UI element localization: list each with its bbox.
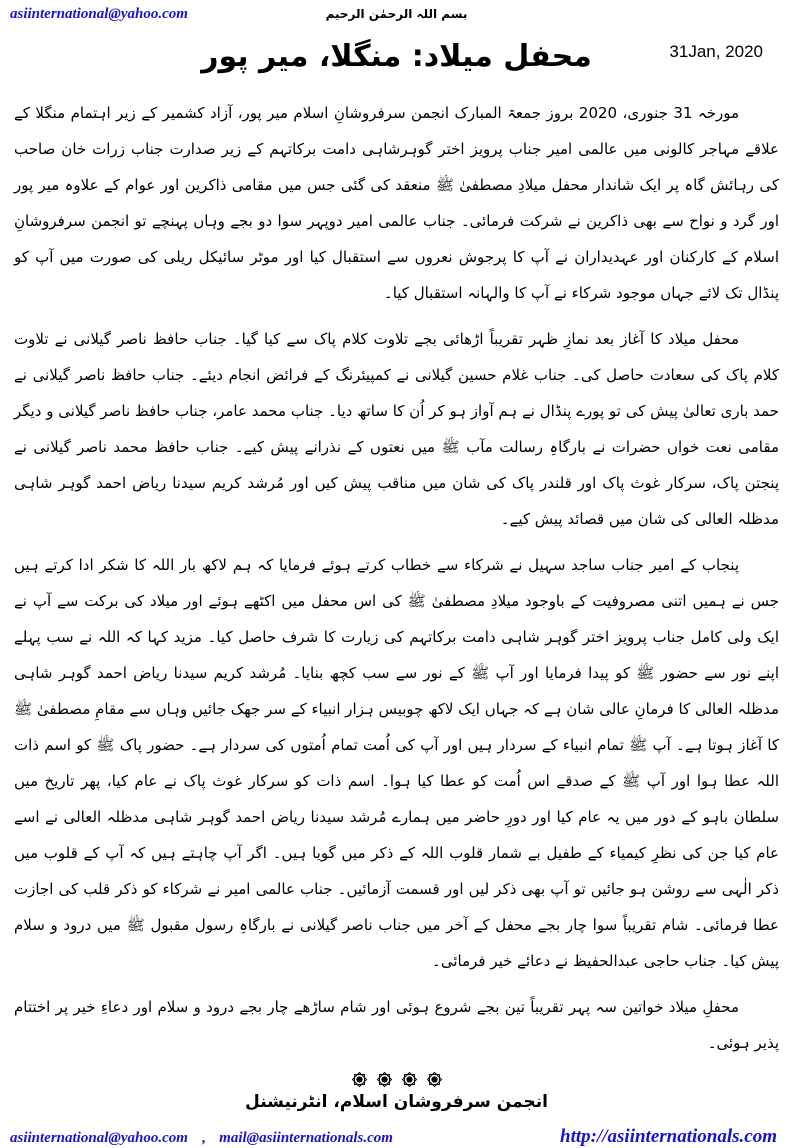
footer-email-primary-link[interactable]: asiinternational@yahoo.com [10,1130,188,1146]
page-title: محفل میلاد: منگلا، میر پور [201,39,592,74]
article-paragraph: پنجاب کے امیر جناب ساجد سہیل نے شرکاء سے خطاب کرتے ہوئے فرمایا کہ ہم لاکھ بار اللہ کا شکر ادا کرتے ہیں جس نے ہمیں اتنی مصروفیت کے باوجود میلادِ مصطفیٰ ﷺ کی اس محفل میں اکٹھے ہوئے اور میلاد کی برکت سے آپ نے ایک ولی کامل جناب پرویز اختر گوہر شاہی دامت برکاتہم کی زیارت کا شرف حاصل کیا۔ مزید کہا کہ اللہ نے سب پہلے اپنے نور سے حضور ﷺ کو پیدا فرمایا اور آپ ﷺ کے نور سے سب کچھ بنایا۔ مُرشد کریم سیدنا ریاض احمد گوہر شاہی مدظلہ العالی کا فرمانِ عالی شان ہے کہ جہاں ایک لاکھ چوبیس ہزار انبیاء کے سر جھک جائیں وہاں سے مقامِ مصطفیٰ ﷺ کا آغاز ہوتا ہے۔ آپ ﷺ تمام انبیاء کے سردار ہیں اور آپ کی اُمت تمام اُمتوں کی سردار ہے۔ حضور پاک ﷺ کو اسم ذات اللہ عطا ہوا اور آپ ﷺ کے صدقے اس اُمت کو عطا کیا ہوا۔ اسم ذات کو سرکار غوث پاک نے عام کیا، پھر تاریخ میں سلطان باہو کے دور میں یہ عام کیا اور دورِ حاضر میں ہمارے مُرشد سیدنا ریاض احمد گوہر شاہی مدظلہ العالی نے اسے عام کیا جن کی نظرِ کیمیاء کے طفیل بے شمار قلوب اللہ کے ذکر میں گویا ہیں۔ اگر آپ چاہتے ہیں کہ آپ کے قلوب میں ذکر الٰہی سے روشن ہو جائیں تو آپ بھی ذکر لیں اور قسمت آزمائیں۔ جناب عالمی امیر نے شرکاء کو ذکر قلب کی اجازت عطا فرمائی۔ شام تقریباً سوا چار بجے محفل کے آخر میں جناب ناصر گیلانی نے بارگاہِ رسول مقبول ﷺ میں درود و سلام پیش کیا۔ جناب حاجی عبدالحفیظ نے دعائے خیر فرمائی۔ [14,556,779,970]
rub-el-hizb-icon [426,1071,443,1088]
footer-email-secondary-link[interactable]: mail@asiinternationals.com [219,1130,393,1146]
bismillah-text: بسم اللہ الرحمٰن الرحیم [325,7,468,21]
article-paragraph: مورخہ 31 جنوری، 2020 بروز جمعۃ المبارک انجمن سرفروشانِ اسلام میر پور، آزاد کشمیر کے زیر اہتمام منگلا کے علاقے مہاجر کالونی میں عالمی امیر جناب پرویز اختر گوہرشاہی دامت برکاتہم کے زیر صدارت جناب زرات خان صاحب کی رہائش گاہ پر ایک شاندار محفل میلادِ مصطفیٰ ﷺ منعقد کی گئی جس میں مقامی ذاکرین اور عوام کے علاوہ میر پور اور گرد و نواح سے بھی ذاکرین نے شرکت فرمائی۔ جناب عالمی امیر دوپہر سوا دو بجے وہاں پہنچے تو انجمن سرفروشانِ اسلام کے کارکنان اور عہدیداران نے آپ کا پرجوش نعروں سے استقبال کیا اور موٹر سائیکل ریلی کی صورت میں آپ کو پنڈال تک لائے جہاں موجود شرکاء نے آپ کا والہانہ استقبال کیا۔ [14,104,779,302]
article-body [0,95,793,1061]
rub-el-hizb-icon [401,1071,418,1088]
ornament-divider [0,1071,793,1088]
article-paragraph: محفلِ میلاد خواتین سہ پہر تقریباً تین بجے شروع ہوئی اور شام ساڑھے چار بجے درود و سلام اور دعاءِ خیر پر اختتام پذیر ہوئی۔ [14,998,779,1052]
page-footer [0,1112,793,1148]
email-separator: , [201,1130,206,1146]
rub-el-hizb-icon [376,1071,393,1088]
footer-website-link[interactable]: http://asiinternationals.com [560,1126,777,1147]
rub-el-hizb-icon [351,1071,368,1088]
page-header [0,0,793,26]
organization-name: انجمن سرفروشان اسلام، انٹرنیشنل [245,1092,548,1112]
article-paragraph: محفل میلاد کا آغاز بعد نمازِ ظہر تقریباً اڑھائی بجے تلاوت کلام پاک سے کیا گیا۔ جناب حافظ ناصر گیلانی نے تلاوت کلام پاک کی سعادت حاصل کی۔ جناب غلام حسین گیلانی نے کمپیئرنگ کے فرائض انجام دیئے۔ جناب حافظ ناصر گیلانی نے حمد باری تعالیٰ پیش کی تو پورے پنڈال نے ہم آواز ہو کر اُن کا ساتھ دیا۔ جناب محمد عامر، جناب حافظ ناصر گیلانی و دیگر مقامی نعت خواں حضرات نے بارگاہِ رسالت مآب ﷺ میں نعتوں کے نذرانے پیش کیے۔ جناب حافظ محمد ناصر گیلانی نے پنجتن پاک، سرکار غوث پاک اور قلندر پاک کی شان میں مناقب پیش کیں اور مُرشد کریم سیدنا ریاض احمد گوہر شاہی مدظلہ العالی کی شان میں قصائد پیش کیے۔ [14,330,779,528]
footer-emails [10,1130,393,1147]
report-date: 31Jan, 2020 [669,42,763,61]
header-email-link[interactable]: asiinternational@yahoo.com [10,6,188,22]
